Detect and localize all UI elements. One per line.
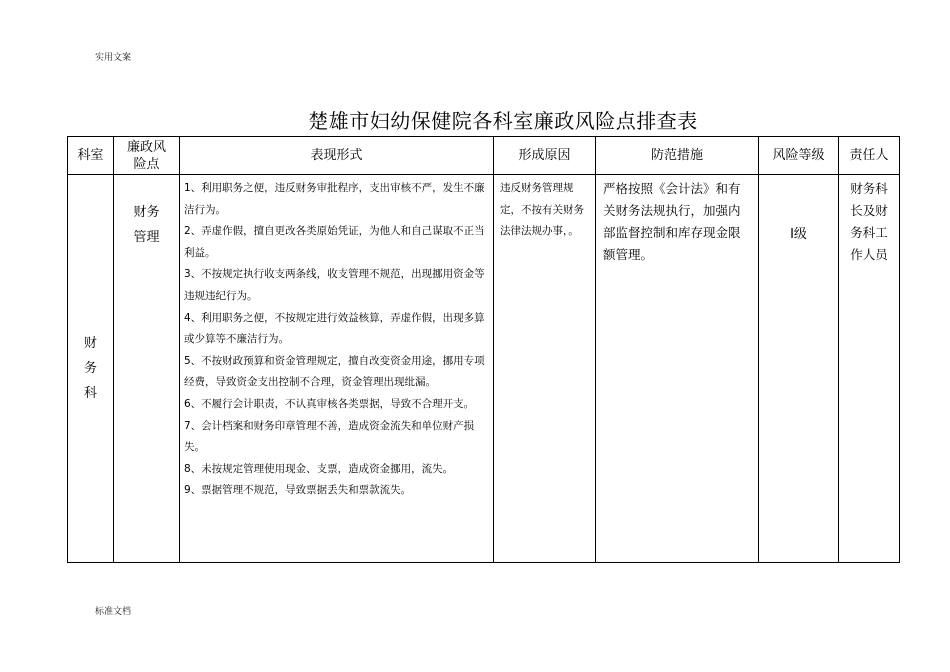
cell-level	[759, 175, 839, 563]
page-header-note: 实用文案	[95, 53, 132, 63]
forms-item-3: 3、不按规定执行收支两条线，收支管理不规范，出现挪用资金等违规违纪行为。	[184, 268, 485, 302]
header-risk-point: 廉政风险点	[114, 137, 180, 175]
header-forms: 表现形式	[180, 137, 494, 175]
forms-item-6: 6、不履行会计职责，不认真审核各类票据，导致不合理开支。	[184, 397, 475, 410]
table-row	[68, 175, 900, 563]
cell-forms	[180, 175, 494, 563]
cell-measures: 严格按照《会计法》和有关财务法规执行，加强内部监督控制和库存现金限额管理。	[596, 175, 759, 563]
table-header-row	[68, 137, 900, 175]
risk-table	[67, 136, 900, 563]
owner-text: 财务科长及财务科工作人员	[850, 181, 888, 262]
document-title: 楚雄市妇幼保健院各科室廉政风险点排查表	[308, 109, 698, 133]
header-cause: 形成原因	[494, 137, 596, 175]
cell-owner	[839, 175, 900, 563]
risk-point-text: 财务管理	[133, 205, 160, 245]
cell-risk-point	[114, 175, 180, 563]
cell-dept	[68, 175, 114, 563]
dept-name: 财务科	[83, 336, 97, 401]
forms-item-5: 5、不按财政预算和资金管理规定，擅自改变资金用途，挪用专项经费，导致资金支出控制不合理，资金管理出现纰漏。	[184, 354, 485, 389]
header-measures: 防范措施	[596, 137, 759, 175]
forms-item-2: 2、弄虚作假，擅自更改各类原始凭证，为他人和自己谋取不正当利益。	[184, 225, 485, 259]
forms-item-7: 7、会计档案和财务印章管理不善，造成资金流失和单位财产损失。	[184, 419, 475, 454]
forms-item-4: 4、利用职务之便，不按规定进行效益核算，弄虚作假，出现多算或少算等不廉洁行为。	[184, 311, 485, 346]
header-owner: 责任人	[839, 137, 900, 175]
cell-cause: 违反财务管理规定，不按有关财务法律法规办事，。	[494, 175, 596, 563]
forms-item-8: 8、未按规定管理使用现金、支票，造成资金挪用，流失。	[184, 462, 454, 475]
risk-level: Ⅰ级	[790, 227, 807, 242]
forms-item-9: 9、票据管理不规范，导致票据丢失和票款流失。	[184, 484, 412, 497]
header-dept: 科室	[68, 137, 114, 175]
header-level: 风险等级	[759, 137, 839, 175]
forms-item-1: 1、利用职务之便，违反财务审批程序，支出审核不严，发生不廉洁行为。	[184, 182, 485, 216]
page-footer-note: 标准文档	[95, 607, 132, 617]
